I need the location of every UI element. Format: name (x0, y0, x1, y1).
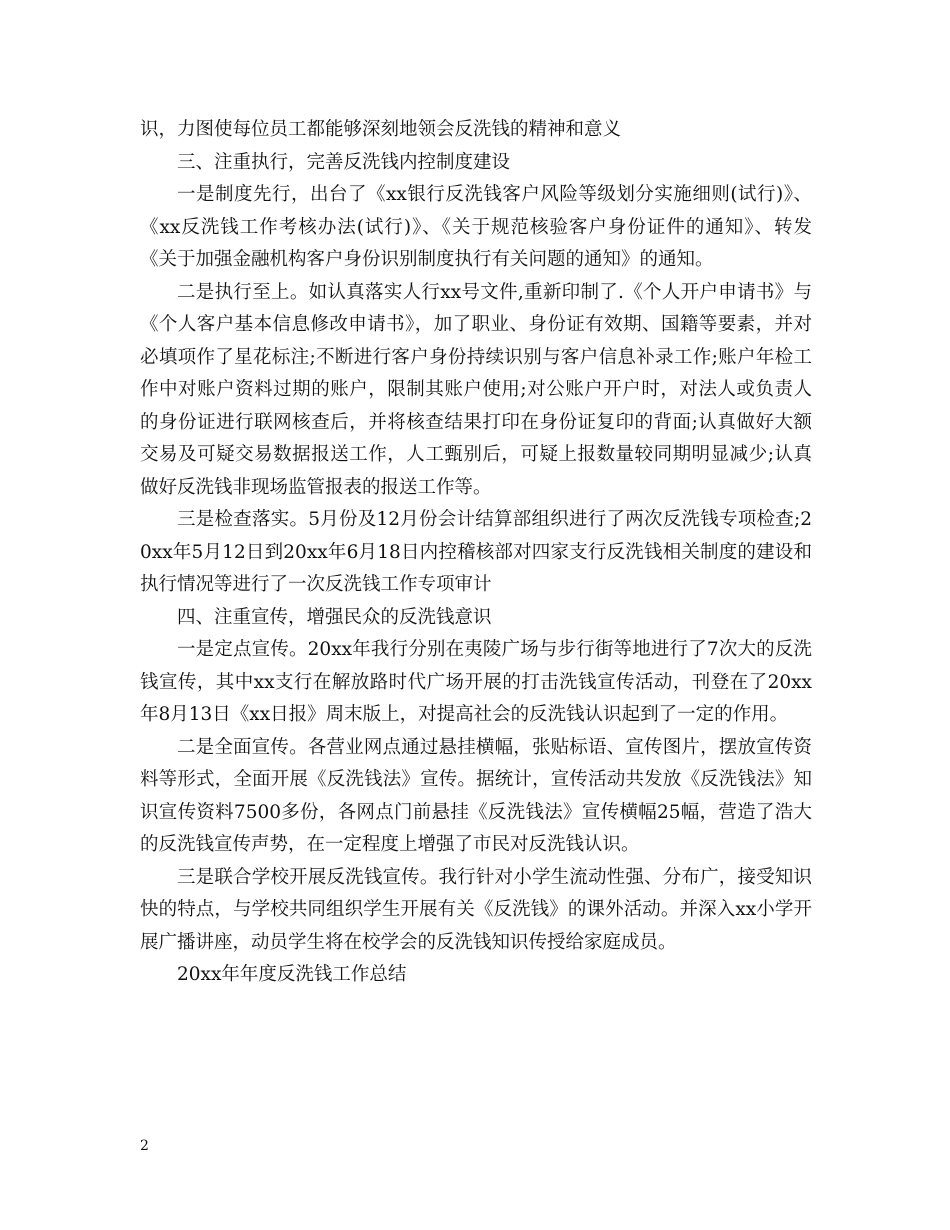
paragraph-summary-title: 20xx年年度反洗钱工作总结 (177, 964, 407, 985)
section-heading-3: 三、注重执行，完善反洗钱内控制度建设 (177, 151, 511, 173)
paragraph-continuation: 识，力图使每位员工都能够深刻地领会反洗钱的精神和意义 (140, 119, 622, 140)
paragraph-execution: 二是执行至上。如认真落实人行xx号文件,重新印制了.《个人开户申请书》与《个人客户基本信息修改申请书》，加了职业、身份证有效期、国籍等要素，并对必填项作了星花标注;不断进行客户身份持续识别与客户信息补录工作;账户年检工作中对账户资料过期的账户，限制其账户使用;对公账户开户时，对法人或负责人的身份证进行联网核查后，并将核查结果打印在身份证复印的背面;认真做好大额交易及可疑交易数据报送工作，人工甄别后，可疑上报数量较同期明显减少;认真做好反洗钱非现场监管报表的报送工作等。 (140, 281, 812, 498)
document-body (140, 114, 812, 992)
paragraph-fixed-point-publicity: 一是定点宣传。20xx年我行分别在夷陵广场与步行街等地进行了7次大的反洗钱宣传，其中xx支行在解放路时代广场开展的打击洗钱宣传活动，刊登在了20xx年8月13日《xx日报》周末版上，对提高社会的反洗钱认识起到了一定的作用。 (140, 639, 812, 725)
paragraph-system-first: 一是制度先行，出台了《xx银行反洗钱客户风险等级划分实施细则(试行)》、《xx反洗钱工作考核办法(试行)》、《关于规范核验客户身份证件的通知》、转发《关于加强金融机构客户身份识别制度执行有关问题的通知》的通知。 (140, 184, 812, 270)
paragraph-inspection: 三是检查落实。5月份及12月份会计结算部组织进行了两次反洗钱专项检查;20xx年5月12日到20xx年6月18日内控稽核部对四家支行反洗钱相关制度的建设和执行情况等进行了一次反洗钱工作专项审计 (140, 509, 812, 595)
paragraph-comprehensive-publicity: 二是全面宣传。各营业网点通过悬挂横幅，张贴标语、宣传图片，摆放宣传资料等形式，全面开展《反洗钱法》宣传。据统计，宣传活动共发放《反洗钱法》知识宣传资料7500多份，各网点门前悬挂《反洗钱法》宣传横幅25幅，营造了浩大的反洗钱宣传声势，在一定程度上增强了市民对反洗钱认识。 (140, 736, 812, 855)
paragraph-school-publicity: 三是联合学校开展反洗钱宣传。我行针对小学生流动性强、分布广，接受知识快的特点，与学校共同组织学生开展有关《反洗钱》的课外活动。并深入xx小学开展广播讲座，动员学生将在校学会的反洗钱知识传授给家庭成员。 (140, 866, 812, 953)
section-heading-4: 四、注重宣传，增强民众的反洗钱意识 (177, 606, 492, 628)
page-number: 2 (140, 1138, 149, 1154)
